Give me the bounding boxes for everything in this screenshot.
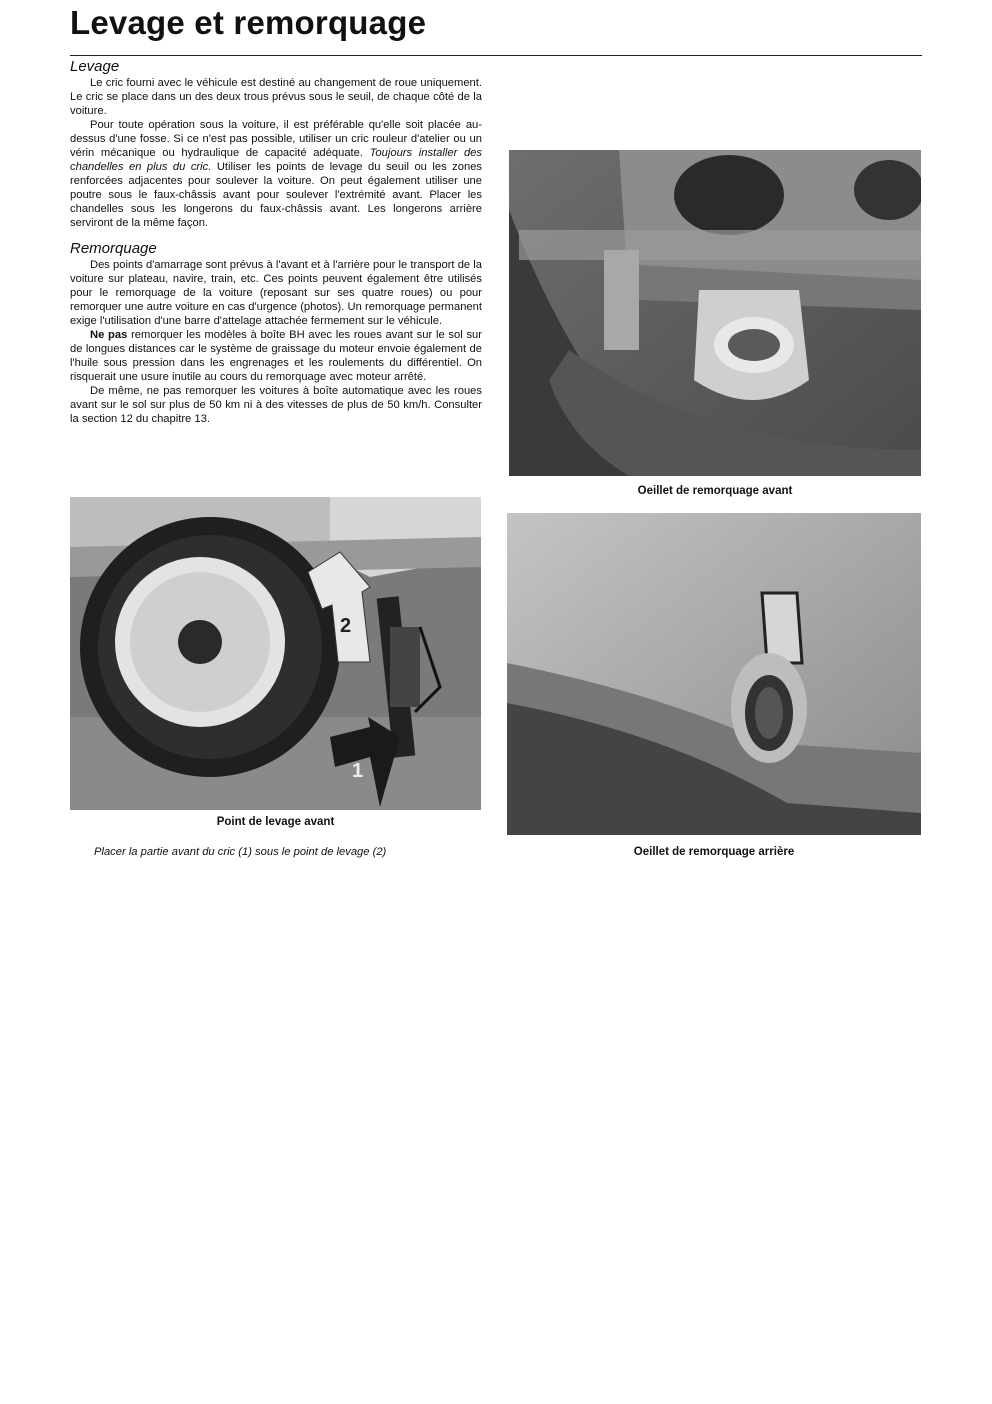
text-column [70, 58, 482, 426]
jack-point-caption: Point de levage avant [216, 816, 335, 828]
paragraph-levage-2-italic: Toujours installer des chandelles en plus du cric. [70, 147, 482, 173]
arrow-2-label: 2 [340, 615, 352, 637]
jack-point-photo [70, 497, 481, 810]
page-title: Levage et remorquage [70, 4, 427, 41]
title-rule [70, 55, 922, 56]
paragraph-remorquage-2 [70, 328, 482, 384]
section-heading-remorquage: Remorquage [70, 240, 157, 257]
paragraph-levage-1: Le cric fourni avec le véhicule est destiné au changement de roue uniquement. Le cric se place dans un des deux trous prévus sous le seuil, de chaque côté de la voiture. [70, 77, 482, 117]
rear-towing-eye-caption: Oeillet de remorquage arrière [633, 846, 795, 858]
paragraph-remorquage-1: Des points d'amarrage sont prévus à l'avant et à l'arrière pour le transport de la voiture sur plateau, navire, train, etc. Ces points peuvent également être utilisés pour le remorquage de la voiture (reposant sur ses quatre roues) ou pour remorquer une autre voiture en cas d'urgence (photos). Un remorquage permanent exige l'utilisation d'une barre d'attelage attachée fermement sur le véhicule. [70, 259, 482, 327]
paragraph-remorquage-2-rest: remorquer les modèles à boîte BH avec les roues avant sur le sol sur de longues distances car le système de graissage du moteur envoie également de l'huile sous pression dans les engrenages et les roulements du différentiel. On risquerait une usure inutile au cours du remorquage avec moteur arrêté. [70, 329, 482, 383]
paragraph-remorquage-3: De même, ne pas remorquer les voitures à boîte automatique avec les roues avant sur le sol sur plus de 50 km ni à des vitesses de plus de 50 km/h. Consulter la section 12 du chapitre 13. [70, 385, 482, 425]
jack-point-subcaption: Placer la partie avant du cric (1) sous le point de levage (2) [94, 846, 387, 858]
paragraph-levage-2-end: Utiliser les points de levage du seuil ou les zones renforcées adjacentes pour soulever la voiture. On peut également utiliser une poutre sous le faux-châssis avant pour soulever l'extrémité avant. Placer les chandelles sous les longerons du faux-châssis avant. Les longerons arrière serviront de la même façon. [70, 161, 483, 229]
paragraph-levage-2 [70, 118, 482, 230]
front-towing-eye-photo [509, 150, 921, 476]
paragraph-remorquage-2-bold: Ne pas [90, 329, 128, 341]
paragraph-levage-2-start: Pour toute opération sous la voiture, il est préférable qu'elle soit placée au-dessus d'une fosse. Si ce n'est pas possible, utiliser un cric rouleur d'atelier ou un vérin mécanique ou hydraulique de capacité adéquate. [70, 119, 482, 159]
front-towing-eye-caption: Oeillet de remorquage avant [637, 485, 793, 497]
rear-towing-eye-photo [507, 513, 921, 835]
arrow-1-label: 1 [352, 760, 364, 782]
section-heading-levage: Levage [70, 58, 120, 75]
